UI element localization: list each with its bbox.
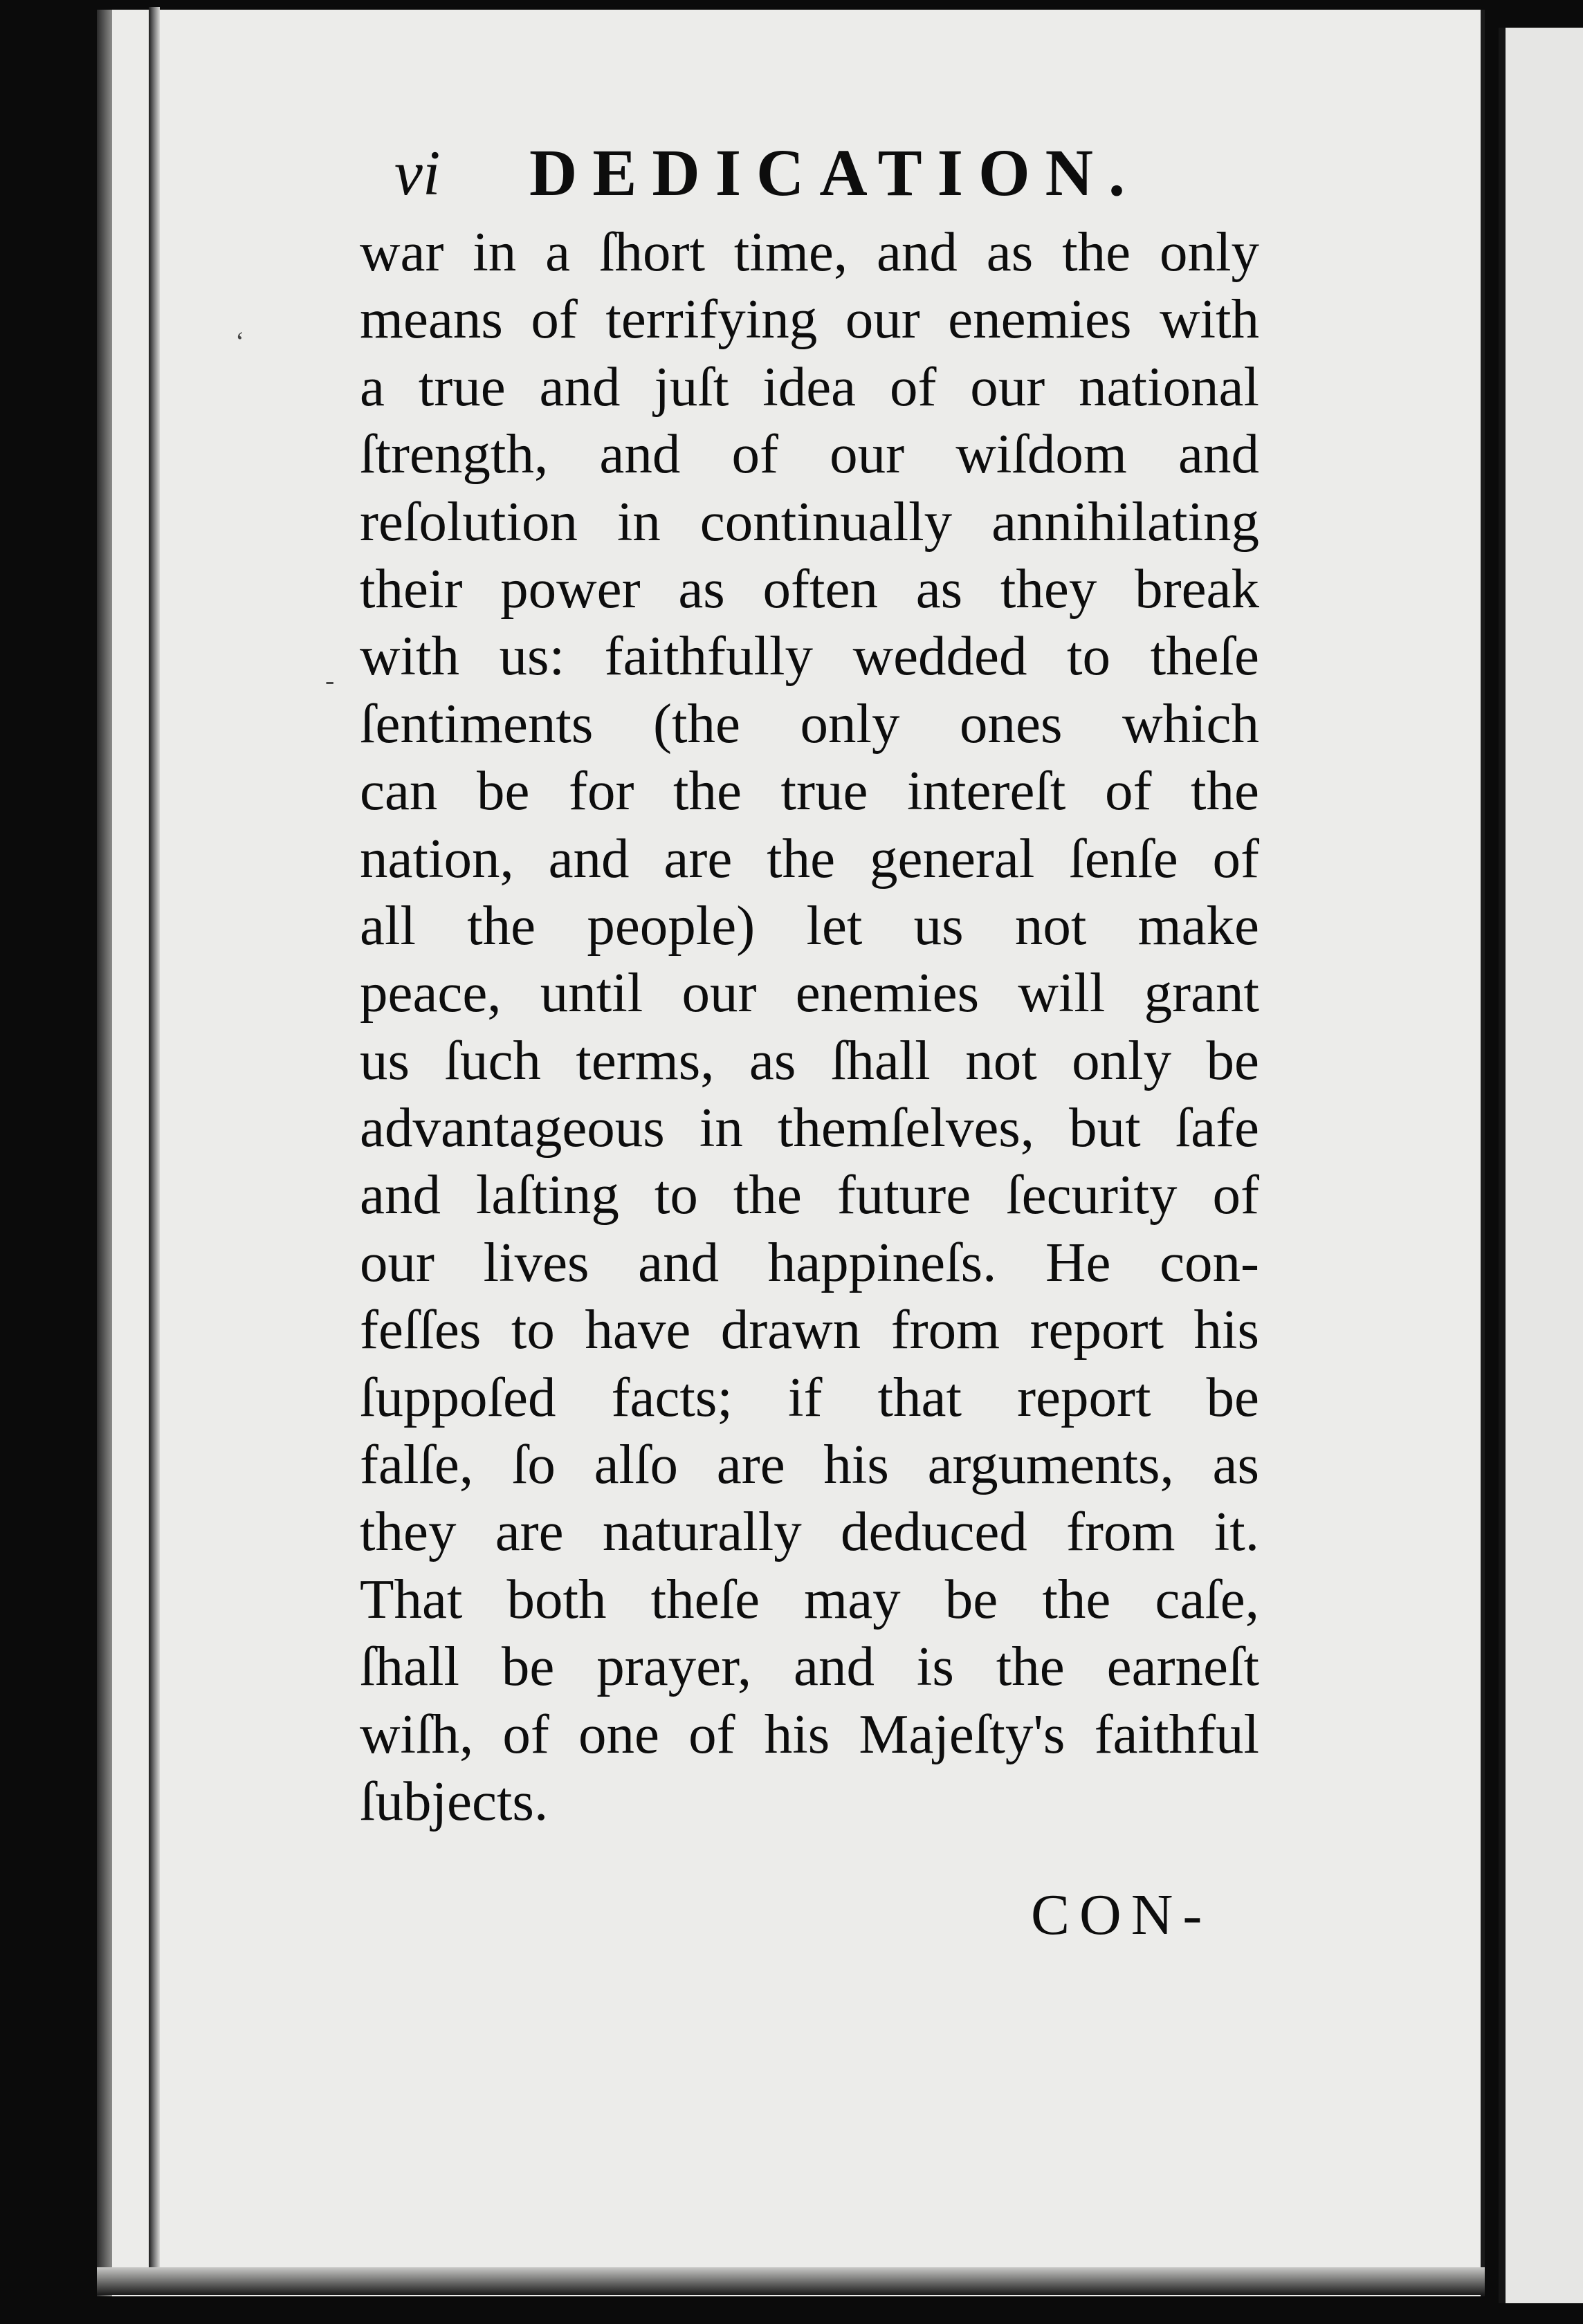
stray-mark: - xyxy=(325,665,335,696)
facing-page-edge xyxy=(1499,28,1583,2303)
running-head xyxy=(360,131,1301,214)
text-line: a true and juſt idea of our national xyxy=(360,355,1259,418)
running-title: DEDICATION. xyxy=(529,136,1140,210)
text-line: their power as often as they break xyxy=(360,557,1259,620)
page-number: vi xyxy=(394,138,441,208)
text-line: ſuppoſed facts; if that report be xyxy=(360,1365,1259,1428)
body-text xyxy=(360,219,1301,1835)
text-block xyxy=(360,131,1301,1835)
text-line: peace, until our enemies will grant xyxy=(360,961,1259,1024)
text-line: advantageous in themſelves, but ſafe xyxy=(360,1096,1259,1159)
text-line: That both theſe may be the caſe, xyxy=(360,1567,1259,1630)
text-line: means of terrifying our enemies with xyxy=(360,288,1259,351)
text-line: ſubjects. xyxy=(360,1769,549,1832)
text-line: can be for the true intereſt of the xyxy=(360,759,1259,822)
text-line: all the people) let us not make xyxy=(360,894,1259,957)
text-line: ſhall be prayer, and is the earneſt xyxy=(360,1635,1259,1698)
text-line: wiſh, of one of his Majeſty's faithful xyxy=(360,1702,1259,1765)
stray-mark: ‘ xyxy=(235,326,245,357)
text-line: nation, and are the general ſenſe of xyxy=(360,827,1259,889)
text-line: war in a ſhort time, and as the only xyxy=(360,221,1259,283)
text-line: feſſes to have drawn from report his xyxy=(360,1298,1259,1361)
text-line: and laſting to the future ſecurity of xyxy=(360,1163,1259,1226)
binding-shadow xyxy=(149,7,160,2289)
text-line: falſe, ſo alſo are his arguments, as xyxy=(360,1433,1259,1496)
text-line: reſolution in continually annihilating xyxy=(360,490,1259,553)
text-line: our lives and happineſs. He con- xyxy=(360,1230,1259,1293)
page-outer-edge xyxy=(97,10,112,2296)
text-line: they are naturally deduced from it. xyxy=(360,1500,1259,1563)
text-line: ſtrength, and of our wiſdom and xyxy=(360,423,1259,486)
page-bottom-edge xyxy=(97,2267,1485,2295)
text-line: with us: faithfully wedded to theſe xyxy=(360,625,1259,688)
text-line: ſentiments (the only ones which xyxy=(360,692,1259,755)
text-line: us ſuch terms, as ſhall not only be xyxy=(360,1029,1259,1091)
catchword: CON- xyxy=(1031,1883,1212,1947)
